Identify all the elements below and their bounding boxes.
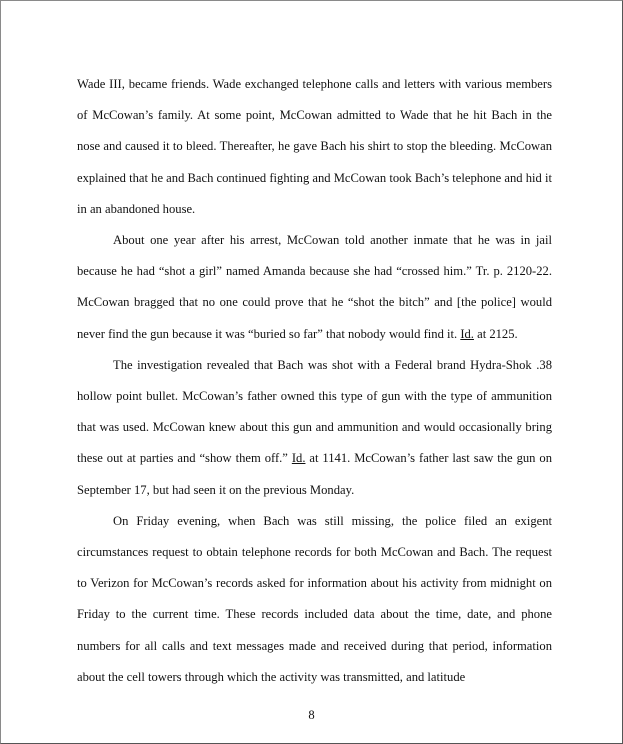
citation-id: Id. [460, 326, 474, 341]
paragraph-2 [77, 225, 552, 350]
paragraph-3 [77, 350, 552, 506]
page-number: 8 [308, 708, 315, 722]
body-text [77, 69, 552, 693]
paragraph-4: On Friday evening, when Bach was still missing, the police filed an exigent circumstances request to obtain telephone records for both McCowan and Bach. The request to Verizon for McCowan’s records asked for information about his activity from midnight on Friday to the current time. These records included data about the time, date, and phone numbers for all calls and text messages made and received during that period, information about the cell towers through which the activity was transmitted, and latitude [77, 513, 552, 684]
paragraph-1: Wade III, became friends. Wade exchanged telephone calls and letters with various members of McCowan’s family. At some point, McCowan admitted to Wade that he hit Bach in the nose and caused it to bleed. Thereafter, he gave Bach his shirt to stop the bleeding. McCowan explained that he and Bach continued fighting and McCowan took Bach’s telephone and hid it in an abandoned house. [77, 77, 552, 216]
paragraph-3-text: The investigation revealed that Bach was shot with a Federal brand Hydra-Shok .38 hollow point bullet. McCowan’s father owned this type of gun with the type of ammunition that was used. McCowan knew about this gun and ammunition and would occasionally bring these out at parties and “show them off.” [77, 357, 552, 466]
paragraph-2-text: About one year after his arrest, McCowan told another inmate that he was in jail because he had “shot a girl” named Amanda because she had “crossed him.” Tr. p. 2120-22. McCowan bragged that no one could prove that he “shot the bitch” and [the police] would never find the gun because it was “buried so far” that nobody would find it. [77, 233, 552, 341]
paragraph-2-text-end: at 2125. [473, 326, 518, 341]
paragraph-3-text-end: at 1141. McCowan’s father last saw the gun on September 17, but had seen it on the previous Monday. [77, 451, 552, 497]
citation-id: Id. [291, 451, 306, 466]
